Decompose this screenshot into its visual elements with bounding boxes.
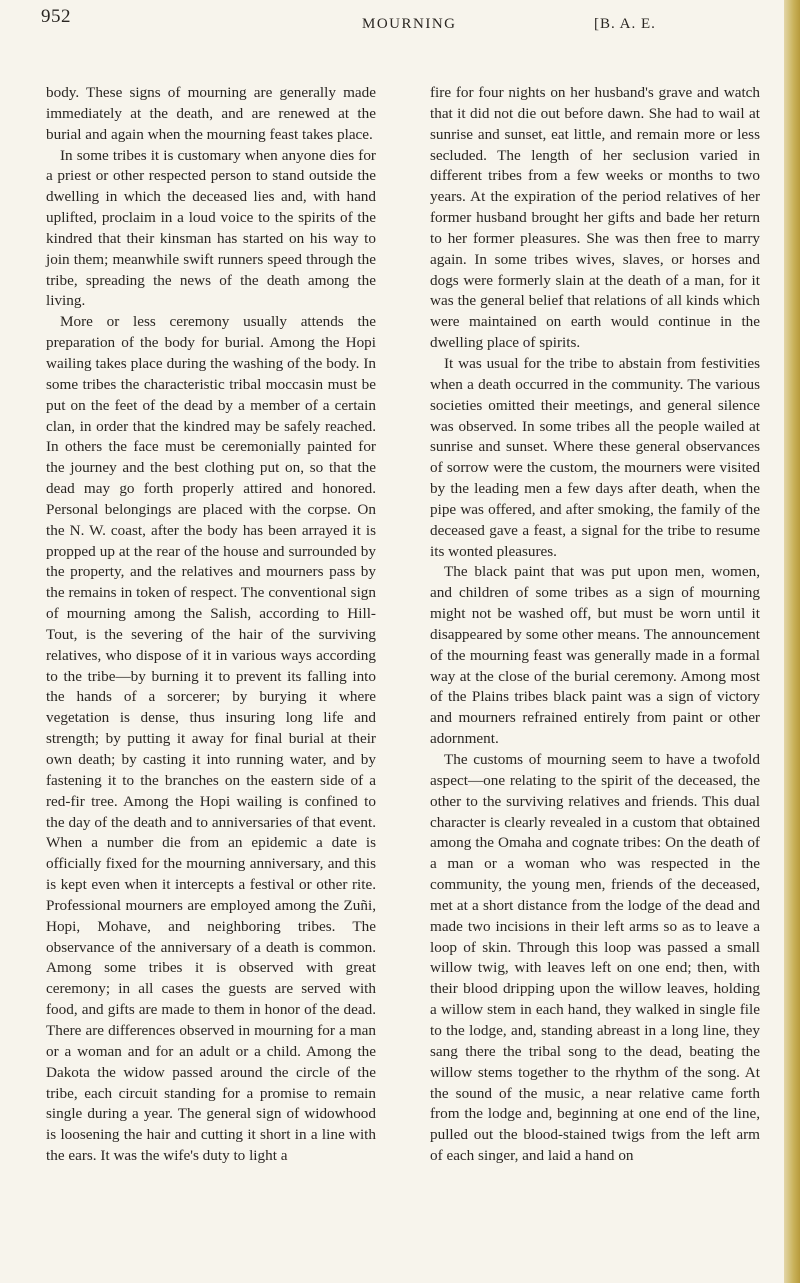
paragraph: More or less ceremony usually attends the preparation of the body for burial. Among the Hopi wailing takes place during the washing of the body. In some tribes the characteristic tribal moccasin must be put on the feet of the dead by a member of a certain clan, in order that the kindred may be safely reached. In others the face must be ceremonially painted for the journey and the best clothing put on, so that the dead may go forth properly attired and honored. Personal belongings are placed with the corpse. On the N. W. coast, after the body has been arrayed it is propped up at the rear of the house and surrounded by the property, and the relatives and mourners pass by the remains in token of respect. The conventional sign of mourning among the Salish, according to Hill-Tout, is the severing of the hair of the surviving relatives, who dispose of it in various ways according to the tribe—by burning it to prevent its falling into the hands of a sorcerer; by burying it where vegetation is dense, thus insuring long life and strength; by putting it away for final burial at their own death; by casting it into running water, and by fastening it to the branches on the eastern side of a red-fir tree. Among the Hopi wailing is confined to the day of the death and to anniversaries of that event. When a number die from an epidemic a date is officially fixed for the mourning anniversary, and this is kept even when it intercepts a festival or other rite. Professional mourners are employed among the Zuñi, Hopi, Mohave, and neighboring tribes. The observance of the anniversary of a death is common. Among some tribes it is observed with great ceremony; in all cases the guests are served with food, and gifts are made to them in honor of the dead. There are differences observed in mourning for a man or a woman and for an adult or a child. Among the Dakota the widow passed around the circle of the tribe, each circuit standing for a promise to remain single during a year. The general sign of widowhood is loosening the hair and cutting it short in a line with the ears. It was the wife's duty to light a xyxy=(46,313,376,1165)
paragraph: In some tribes it is customary when anyone dies for a priest or other respected person to stand outside the dwelling in which the deceased lies and, with hand uplifted, proclaim in a loud voice to the spirits of the kindred that their kinsman has started on his way to join them; meanwhile swift runners speed through the tribe, spreading the news of the death among the living. xyxy=(46,146,376,310)
paragraph: The customs of mourning seem to have a twofold aspect—one relating to the spirit of the deceased, the other to the surviving relatives and friends. This dual character is clearly revealed in a custom that obtained among the Omaha and cognate tribes: On the death of a man or a woman who was respected in the community, the young men, friends of the deceased, met at a short distance from the lodge of the dead and made two incisions in their left arms so as to leave a loop of skin. Through this loop was passed a small willow twig, with leaves left on one end; then, with their blood dripping upon the willow leaves, holding a willow stem in each hand, they walked in single file to the lodge, and, standing abreast in a long line, they sang there the tribal song to the dead, beating the willow stems together to the rhythm of the song. At the sound of the music, a near relative came forth from the lodge and, beginning at one end of the line, pulled out the blood-stained twigs from the left arm of each singer, and laid a hand on xyxy=(430,751,760,1165)
paragraph: The black paint that was put upon men, women, and children of some tribes as a sign of mourning might not be washed off, but must be worn until it disappeared by some other means. The announcement of the mourning feast was generally made in a formal way at the close of the burial ceremony. Among most of the Plains tribes black paint was a sign of victory and mourners refrained entirely from paint or other adornment. xyxy=(430,563,760,748)
page-header xyxy=(0,0,800,80)
section-reference: [B. A. E. xyxy=(594,16,656,32)
paragraph: body. These signs of mourning are generally made immediately at the death, and are renewed at the burial and again when the mourning feast takes place. xyxy=(46,84,376,143)
left-column xyxy=(46,83,376,1167)
right-column xyxy=(430,83,760,1167)
page-edge xyxy=(784,0,800,1283)
paragraph: fire for four nights on her husband's grave and watch that it did not die out before dawn. She had to wail at sunrise and sunset, eat little, and remain more or less secluded. The length of her seclusion varied in different tribes from a few weeks or months to two years. At the expiration of the period relatives of her former husband brought her gifts and bade her return to her former pleasures. She was then free to marry again. In some tribes wives, slaves, or horses and dogs were formerly slain at the death of a man, for it was the general belief that relations of all kinds which were maintained on earth would continue in the dwelling place of spirits. xyxy=(430,84,760,352)
page-number: 952 xyxy=(41,6,71,27)
running-title: MOURNING xyxy=(362,16,457,32)
paragraph: It was usual for the tribe to abstain from festivities when a death occurred in the community. The various societies omitted their meetings, and general silence was observed. In some tribes all the people wailed at sunrise and sunset. Where these general observances of sorrow were the custom, the mourners were visited by the leading men a few days after death, when the pipe was offered, and after smoking, the family of the deceased gave a feast, a signal for the tribe to resume its wonted pleasures. xyxy=(430,354,760,560)
